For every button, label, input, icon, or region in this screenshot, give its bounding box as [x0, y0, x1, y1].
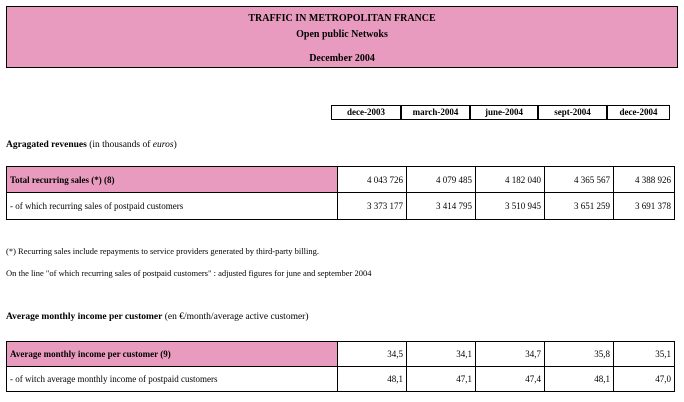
- column-header: dece-2003: [331, 105, 401, 120]
- table-row: [7, 167, 675, 193]
- column-header-row: [331, 105, 670, 120]
- column-header: dece-2004: [607, 105, 670, 120]
- table-cell: 47,0: [614, 367, 675, 392]
- table-cell: 3 510 945: [476, 193, 545, 220]
- report-title-box: [6, 6, 678, 68]
- table-row: [7, 342, 675, 367]
- report-title: TRAFFIC IN METROPOLITAN FRANCE: [248, 13, 436, 24]
- report-subtitle: Open public Netwoks: [296, 29, 388, 40]
- table-row: [7, 193, 675, 220]
- table-cell: 34,5: [338, 342, 407, 367]
- table-cell: 47,1: [407, 367, 476, 392]
- table-cell: 4 079 485: [407, 167, 476, 193]
- table-cell: 34,1: [407, 342, 476, 367]
- table-cell: 3 373 177: [338, 193, 407, 220]
- revenues-heading: [6, 140, 177, 150]
- revenues-table: [6, 166, 675, 220]
- column-header: march-2004: [401, 105, 470, 120]
- row-label: Total recurring sales (*) (8): [7, 167, 338, 193]
- table-cell: 47,4: [476, 367, 545, 392]
- table-cell: 4 043 726: [338, 167, 407, 193]
- footnote: (*) Recurring sales include repayments to service providers generated by third-party billing.: [6, 246, 319, 256]
- table-cell: 48,1: [338, 367, 407, 392]
- table-cell: 4 365 567: [545, 167, 614, 193]
- column-header: june-2004: [470, 105, 538, 120]
- table-cell: 4 388 926: [614, 167, 675, 193]
- footnote: On the line "of which recurring sales of postpaid customers" : adjusted figures for june and september 2004: [6, 268, 372, 278]
- row-label: - of which recurring sales of postpaid customers: [7, 193, 338, 220]
- row-label: Average monthly income per customer (9): [7, 342, 338, 367]
- table-cell: 34,7: [476, 342, 545, 367]
- row-label: - of witch average monthly income of postpaid customers: [7, 367, 338, 392]
- income-table: [6, 341, 675, 392]
- table-cell: 3 651 259: [545, 193, 614, 220]
- table-row: [7, 367, 675, 392]
- table-cell: 3 414 795: [407, 193, 476, 220]
- revenues-heading-bold: Agragated revenues: [6, 140, 87, 150]
- table-cell: 35,1: [614, 342, 675, 367]
- income-heading-text: (en €/month/average active customer): [162, 312, 309, 322]
- table-cell: 3 691 378: [614, 193, 675, 220]
- column-header: sept-2004: [538, 105, 607, 120]
- income-heading-bold: Average monthly income per customer: [6, 312, 163, 322]
- table-cell: 4 182 040: [476, 167, 545, 193]
- table-cell: 35,8: [545, 342, 614, 367]
- revenues-heading-text-end: ): [173, 140, 177, 150]
- table-cell: 48,1: [545, 367, 614, 392]
- revenues-heading-italic: euros: [152, 140, 174, 150]
- report-period: December 2004: [309, 53, 375, 64]
- income-heading: [6, 312, 309, 322]
- revenues-heading-text: (in thousands of: [86, 140, 153, 150]
